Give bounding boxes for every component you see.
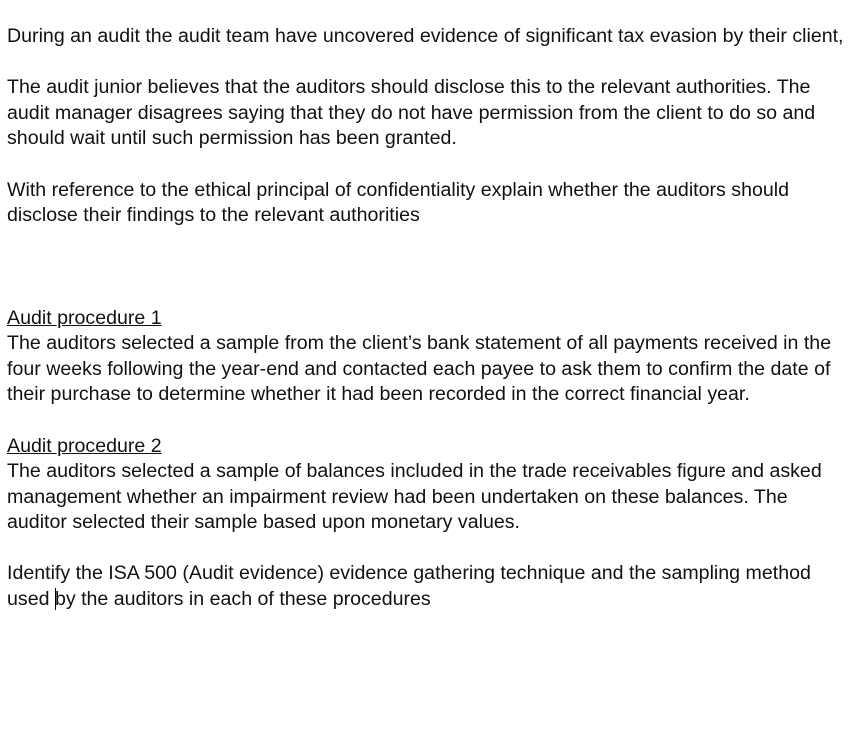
procedure-1-body: The auditors selected a sample from the client’s bank statement of all payments received in the four weeks following the year-end and contacted each payee to ask them to confirm the date of their purchase to determine whether it had been recorded in the correct financial year.: [7, 332, 832, 406]
document-body[interactable]: [7, 24, 852, 638]
intro-paragraph-2: The audit junior believes that the auditors should disclose this to the relevant authorities. The audit manager disagrees saying that they do not have permission from the client to do so and should wait until such permission has been granted.: [7, 76, 816, 150]
question-paragraph: [7, 561, 852, 612]
audit-procedure-2: [7, 434, 852, 536]
procedure-2-body: The auditors selected a sample of balances included in the trade receivables figure and asked management whether an impairment review had been undertaken on these balances. The auditor selected their sample based upon monetary values.: [7, 460, 822, 534]
question-text-before-caret: Identify the ISA 500 (Audit evidence) evidence gathering technique and the sampling method used: [7, 562, 811, 611]
procedure-2-heading: Audit procedure 2: [7, 434, 162, 457]
audit-procedure-1: [7, 306, 852, 408]
procedure-1-heading: Audit procedure 1: [7, 306, 162, 329]
question-text-after-caret: by the auditors in each of these procedures: [54, 588, 431, 611]
intro-paragraph-3: With reference to the ethical principal of confidentiality explain whether the auditors should disclose their findings to the relevant authorities: [7, 178, 790, 227]
intro-paragraph-1: During an audit the audit team have uncovered evidence of significant tax evasion by their client,: [7, 25, 844, 47]
